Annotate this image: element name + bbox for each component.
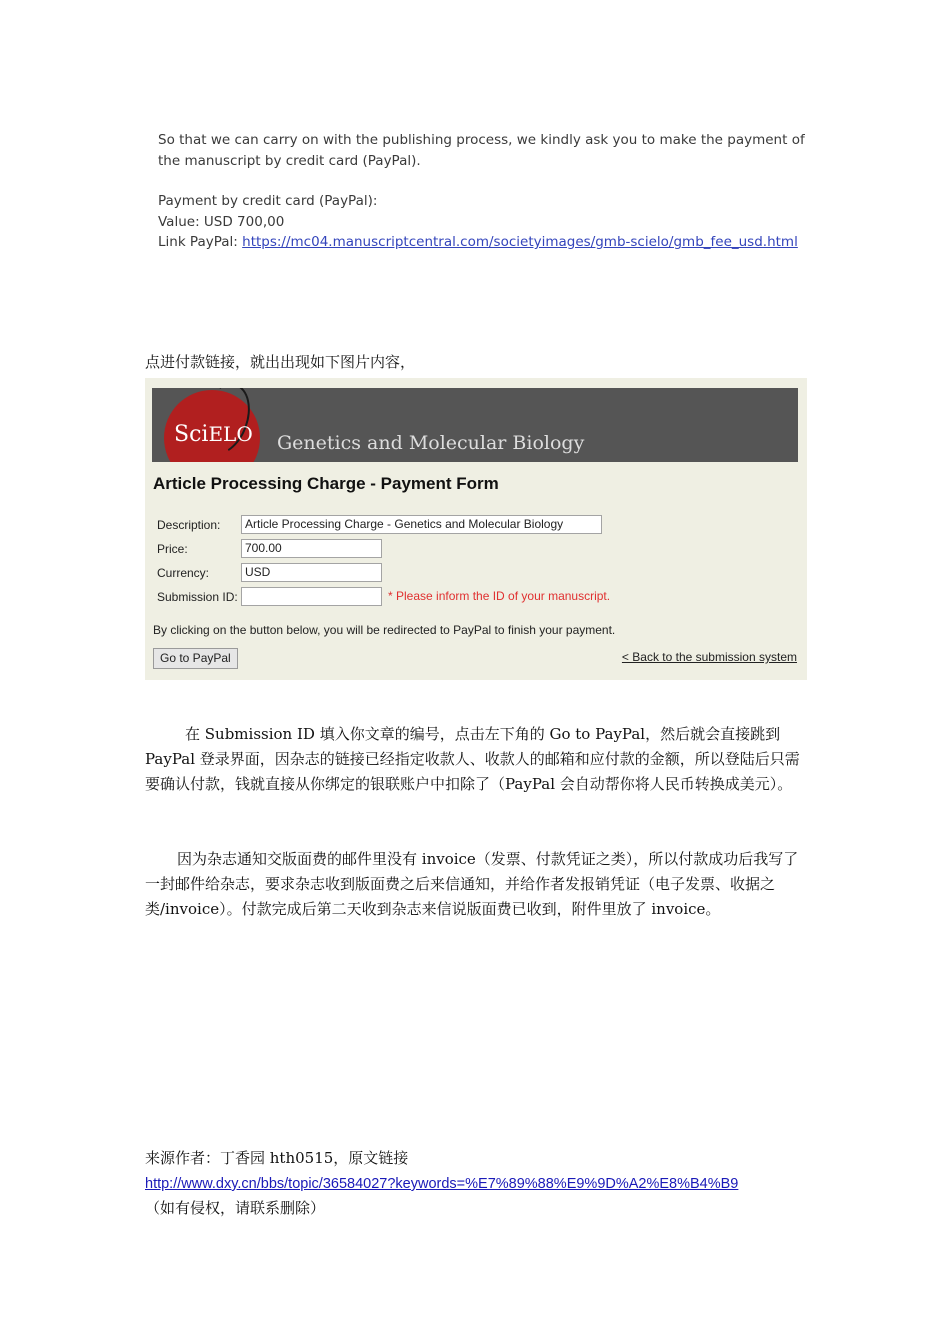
price-field[interactable]: 700.00: [241, 539, 382, 558]
description-label: Description:: [157, 518, 221, 532]
paypal-link[interactable]: https://mc04.manuscriptcentral.com/societyimages/gmb-scielo/gmb_fee_usd.html: [242, 234, 798, 250]
currency-field[interactable]: USD: [241, 563, 382, 582]
body-paragraph-2: 因为杂志通知交版面费的邮件里没有 invoice（发票、付款凭证之类），所以付款成功后我写了一封邮件给杂志，要求杂志收到版面费之后来信通知，并给作者发报销凭证（电子发票、收据之类/invoice）。付款完成后第二天收到杂志来信说版面费已收到，附件里放了 invoice。: [145, 850, 799, 918]
email-excerpt: [158, 130, 818, 253]
logo-elo: ELO: [208, 422, 253, 446]
source-line: 来源作者：丁香园 hth0515，原文链接: [145, 1149, 409, 1167]
paypal-link-line: [158, 232, 818, 253]
disclaimer: （如有侵权，请联系删除）: [145, 1199, 326, 1217]
description-field[interactable]: Article Processing Charge - Genetics and Molecular Biology: [241, 515, 602, 534]
price-label: Price:: [157, 542, 188, 556]
journal-banner: [152, 388, 798, 462]
paypal-link-label: Link PayPal:: [158, 234, 243, 250]
logo-sci: Sci: [174, 422, 209, 447]
payment-heading: Payment by credit card (PayPal):: [158, 193, 378, 209]
go-to-paypal-button[interactable]: Go to PayPal: [153, 648, 238, 669]
payment-form-screenshot: [145, 378, 807, 680]
body-paragraph-1: 在 Submission ID 填入你文章的编号，点击左下角的 Go to PayPal，然后就会直接跳到 PayPal 登录界面，因杂志的链接已经指定收款人、收款人的邮箱和应付款的金额，所以登陆后只需要确认付款，钱就直接从你绑定的银联账户中扣除了（PayPal 会自动帮你将人民币转换成美元）。: [145, 725, 800, 793]
email-paragraph: So that we can carry on with the publishing process, we kindly ask you to make the payment of the manuscript by credit card (PayPal).: [158, 132, 805, 169]
form-title: Article Processing Charge - Payment Form: [153, 474, 499, 493]
required-note: * Please inform the ID of your manuscript.: [388, 589, 611, 603]
back-to-submission-link[interactable]: < Back to the submission system: [621, 650, 797, 664]
redirect-note: By clicking on the button below, you will be redirected to PayPal to finish your payment.: [153, 623, 616, 637]
currency-label: Currency:: [157, 566, 210, 580]
source-link[interactable]: http://www.dxy.cn/bbs/topic/36584027?keywords=%E7%89%88%E9%9D%A2%E8%B4%B9: [145, 1176, 739, 1192]
logo-text: [174, 422, 253, 447]
submission-id-input[interactable]: [241, 587, 382, 606]
payment-value: Value: USD 700,00: [158, 213, 285, 230]
source-link-line: [145, 1171, 807, 1197]
journal-title: Genetics and Molecular Biology: [277, 432, 585, 454]
intro-line: 点进付款链接，就出出现如下图片内容，: [145, 353, 416, 371]
submission-id-label: Submission ID:: [157, 590, 238, 604]
